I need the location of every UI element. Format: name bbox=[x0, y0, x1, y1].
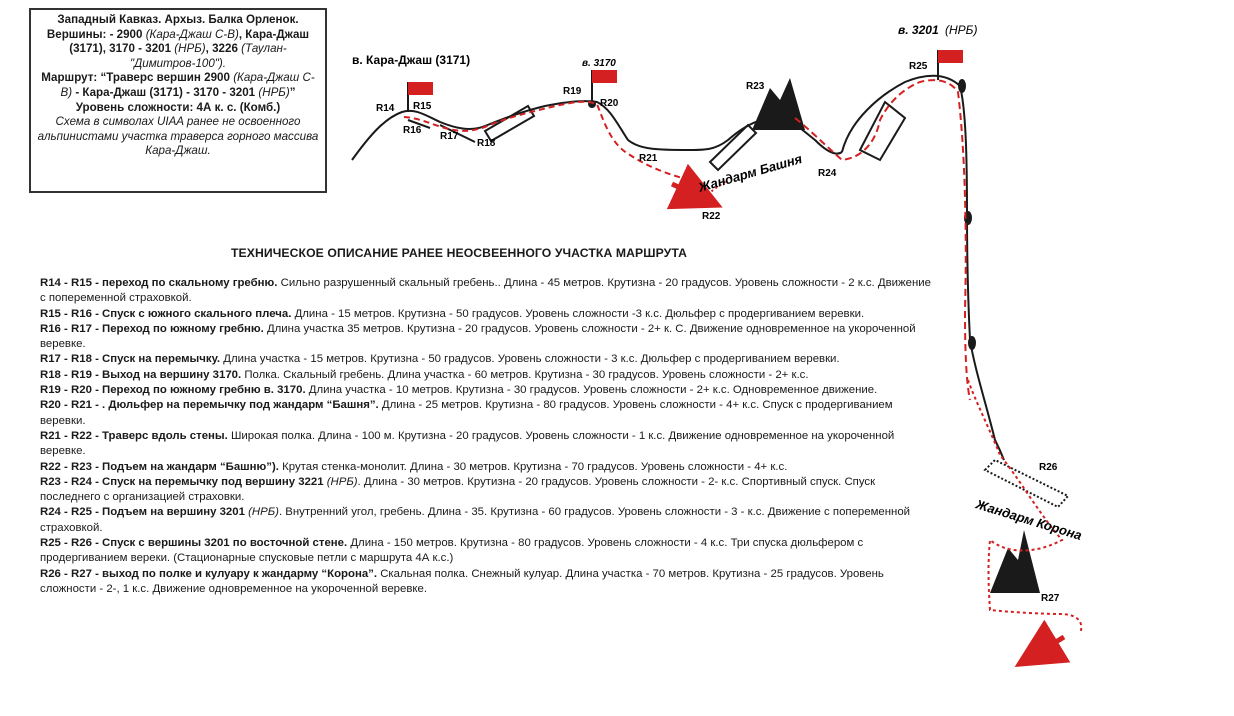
route-arrow-r27 bbox=[1036, 637, 1064, 654]
point-label-r25: R25 bbox=[909, 61, 928, 72]
point-label-r15: R15 bbox=[413, 101, 432, 112]
point-label-r20: R20 bbox=[600, 98, 619, 109]
route-arrow-r22 bbox=[672, 184, 700, 197]
flag-r20-icon bbox=[592, 70, 617, 100]
segment-item: R23 - R24 - Спуск на перемычку под вершину 3221 (НРБ). Длина - 30 метров. Крутизна - 20 градусов. Уровень сложности - 2- к.с. Спортивный спуск. Спуск последнего с организацией страховки. bbox=[40, 475, 876, 504]
point-label-r22: R22 bbox=[702, 211, 721, 222]
point-label-r16: R16 bbox=[403, 125, 422, 136]
point-label-r21: R21 bbox=[639, 153, 658, 164]
segment-item: R21 - R22 - Траверс вдоль стены. Широкая полка. Длина - 100 м. Крутизна - 20 градусов. Уровень сложности - 1 к.с. Движение одновременное на укороченной веревке. bbox=[40, 429, 895, 458]
label-gendarme-tower: Жандарм Башня bbox=[696, 150, 804, 195]
segment-item: R18 - R19 - Выход на вершину 3170. Полка. Скальный гребень. Длина участка - 60 метров. Крутизна - 30 градусов. Уровень сложности - 2+ к.с. bbox=[40, 368, 809, 381]
segment-item: R20 - R21 - . Дюльфер на перемычку под жандарм “Башня”. Длина - 25 метров. Крутизна - 80 градусов. Уровень сложности - 4+ к.с. Спуск с продергиванием веревки. bbox=[40, 399, 893, 427]
peak-label-3170: в. 3170 bbox=[582, 58, 616, 69]
point-label-r24: R24 bbox=[818, 168, 837, 179]
peaks-line: Вершины: - 2900 (Кара-Джаш С-В), Кара-Джаш (3171), 3170 - 3201 (НРБ), 3226 (Таулан-"Димитров-100"). bbox=[46, 27, 310, 70]
point-label-r14: R14 bbox=[376, 103, 395, 114]
segment-list bbox=[40, 276, 935, 597]
key-point-r25 bbox=[958, 79, 966, 93]
point-label-r19: R19 bbox=[563, 86, 582, 97]
peak-label-kara-jash: в. Кара-Джаш (3171) bbox=[352, 53, 471, 67]
description-heading: ТЕХНИЧЕСКОЕ ОПИСАНИЕ РАНЕЕ НЕОСВЕЕННОГО УЧАСТКА МАРШРУТА bbox=[231, 246, 688, 260]
route-line: Маршрут: “Траверс вершин 2900 (Кара-Джаш С-В) - Кара-Джаш (3171) - 3170 - 3201 (НРБ)” bbox=[41, 71, 315, 99]
segment-item: R25 - R26 - Спуск с вершины 3201 по восточной стене. Длина - 150 метров. Крутизна - 80 градусов. Уровень сложности - 4 к.с. Три спуска дюльфером с продергиванием вереки. (Стационарные спусковые петли с маршрута 4А к.с.) bbox=[40, 537, 864, 565]
peak-label-3201: в. 3201 (НРБ) bbox=[898, 23, 978, 37]
label-gendarme-crown: Жандарм Корона bbox=[974, 496, 1084, 544]
segment-item: R26 - R27 - выход по полке и кулуару к жандарму “Корона”. Скальная полка. Снежный кулуар. Длина участка - 70 метров. Крутизна - 25 градусов. Уровень сложности - 2-, 1 к.с. Движение одновременное на укороченной веревке. bbox=[40, 567, 884, 595]
point-label-r17: R17 bbox=[440, 131, 459, 142]
scheme-note: Схема в символах UIAA ранее не освоенного альпинистами участка траверса горного массива Кара-Джаш. bbox=[37, 115, 319, 158]
point-label-r18: R18 bbox=[477, 138, 496, 149]
point-label-r23: R23 bbox=[746, 81, 765, 92]
key-point-rappel-2 bbox=[968, 336, 976, 350]
region-title: Западный Кавказ. Архыз. Балка Орленок. bbox=[57, 13, 299, 26]
segment-item: R17 - R18 - Спуск на перемычку. Длина участка - 15 метров. Крутизна - 50 градусов. Уровень сложности - 3 к.с. Дюльфер с продергиванием веревки. bbox=[40, 353, 840, 366]
point-label-r26: R26 bbox=[1039, 462, 1058, 473]
segment-item: R15 - R16 - Спуск с южного скального плеча. Длина - 15 метров. Крутизна - 50 градусов. Уровень сложности -3 к.с. Дюльфер с продергиванием веревки. bbox=[40, 307, 865, 320]
segment-item: R22 - R23 - Подъем на жандарм “Башню”). Крутая стенка-монолит. Длина - 30 метров. Крутизна - 70 градусов. Уровень сложности - 4+ к.с. bbox=[40, 460, 788, 473]
segment-item: R19 - R20 - Переход по южному гребню в. 3170. Длина участка - 10 метров. Крутизна - 30 градусов. Уровень сложности - 2+ к.с. Одновременное движение. bbox=[40, 384, 878, 397]
segment-item: R24 - R25 - Подъем на вершину 3201 (НРБ). Внутренний угол, гребень. Длина - 35. Крутизна - 60 градусов. Уровень сложности - 3 - к.с. Движение с попеременной страховкой. bbox=[40, 506, 911, 534]
flag-r25-icon bbox=[938, 50, 963, 80]
segment-item: R14 - R15 - переход по скальному гребню. Сильно разрушенный скальный гребень.. Длина - 45 метров. Крутизна - 20 градусов. Уровень сложности - 2 к.с. Движение с попеременной страховкой. bbox=[40, 277, 931, 305]
difficulty-level: Уровень сложности: 4А к. с. (Комб.) bbox=[75, 100, 281, 114]
gendarme-crown-icon bbox=[990, 530, 1040, 593]
segment-item: R16 - R17 - Переход по южному гребню. Длина участка 35 метров. Крутизна - 20 градусов. Уровень сложности - 2+ к. С. Движение одновременное на укороченной веревке. bbox=[40, 322, 916, 351]
point-label-r27: R27 bbox=[1041, 593, 1060, 604]
